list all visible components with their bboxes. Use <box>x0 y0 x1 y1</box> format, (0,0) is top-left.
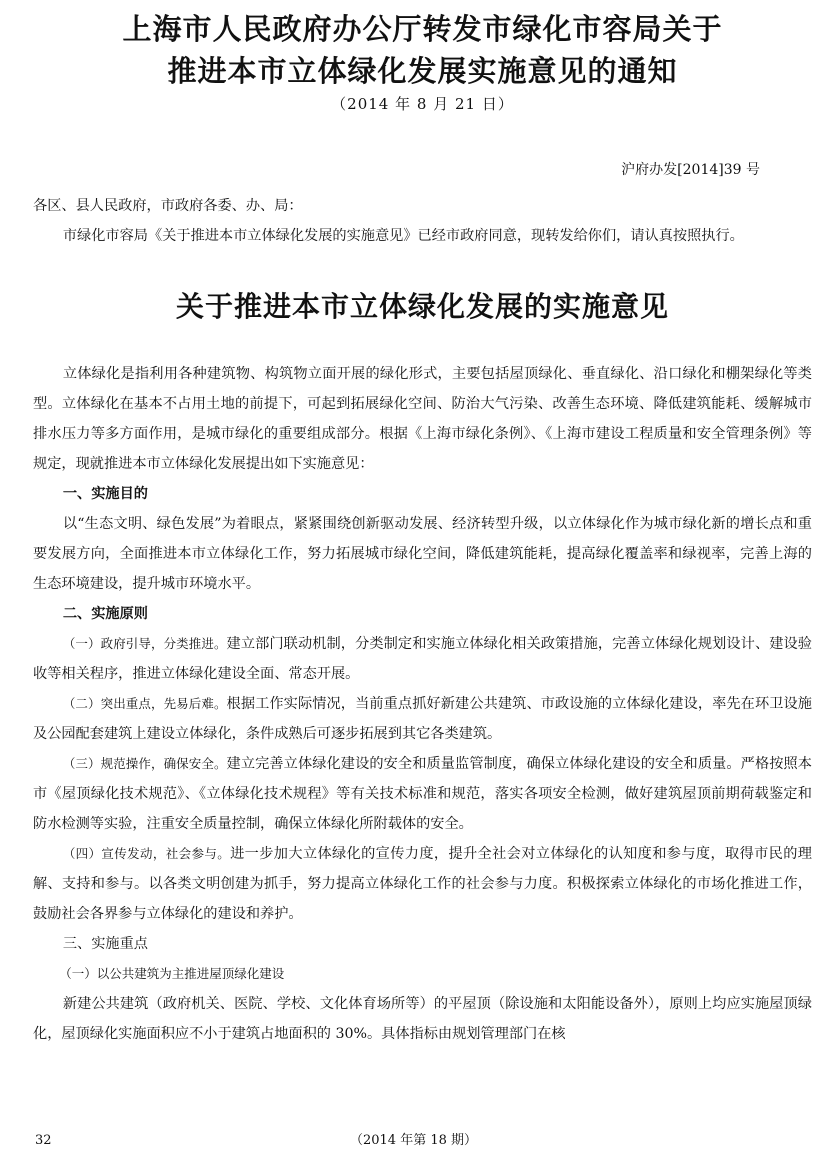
section-1-heading: 一、实施目的 <box>62 486 148 502</box>
document-number: 沪府办发[2014]39 号 <box>621 162 760 178</box>
principle-text: 建立部门联动机制，分类制定和实施立体绿化相关政策措施，完善立体绿化规划设计、建设验收等相关程序，推进立体绿化建设全面、常态开展。 <box>33 636 812 682</box>
page-number: 32 <box>35 1133 52 1148</box>
principle-lead: （一）政府引导，分类推进。 <box>62 636 227 651</box>
principle-lead: （二）突出重点，先易后难。 <box>62 696 227 711</box>
principle-lead: （三）规范操作，确保安全。 <box>62 756 227 771</box>
principle-paragraph <box>33 629 812 689</box>
principle-lead: （四）宣传发动，社会参与。 <box>62 846 231 861</box>
principle-paragraph <box>33 839 812 929</box>
notice-title-line-2: 推进本市立体绿化发展实施意见的通知 <box>167 54 678 88</box>
principle-text: 根据工作实际情况，当前重点抓好新建公共建筑、市政设施的立体绿化建设，率先在环卫设施及公园配套建筑上建设立体绿化，条件成熟后可逐步拓展到其它各类建筑。 <box>33 696 812 742</box>
section-3-text: 新建公共建筑（政府机关、医院、学校、文化体育场所等）的平屋顶（除设施和太阳能设备外），原则上均应实施屋顶绿化，屋顶绿化实施面积应不小于建筑占地面积的 30%。具体指标由规划管理部门在核 <box>33 996 812 1042</box>
section-2-heading: 二、实施原则 <box>62 606 148 622</box>
opinion-title: 关于推进本市立体绿化发展的实施意见 <box>175 290 669 323</box>
opinion-intro: 立体绿化是指利用各种建筑物、构筑物立面开展的绿化形式，主要包括屋顶绿化、垂直绿化、沿口绿化和棚架绿化等类型。立体绿化在基本不占用土地的前提下，可起到拓展绿化空间、防治大气污染、改善生态环境、降低建筑能耗、缓解城市排水压力等多方面作用，是城市绿化的重要组成部分。根据《上海市绿化条例》、《上海市建设工程质量和安全管理条例》等规定，现就推进本市立体绿化发展提出如下实施意见： <box>33 366 812 472</box>
notice-title <box>33 0 812 92</box>
section-3-subheading: （一）以公共建筑为主推进屋顶绿化建设 <box>59 966 285 981</box>
principle-paragraph <box>33 749 812 839</box>
principle-text: 进一步加大立体绿化的宣传力度，提升全社会对立体绿化的认知度和参与度，取得市民的理解、支持和参与。以各类文明创建为抓手，努力提高立体绿化工作的社会参与力度。积极探索立体绿化的市场化推进工作，鼓励社会各界参与立体绿化的建设和养护。 <box>33 846 812 922</box>
principle-text: 建立完善立体绿化建设的安全和质量监管制度，确保立体绿化建设的安全和质量。严格按照本市《屋顶绿化技术规范》、《立体绿化技术规程》等有关技术标准和规范，落实各项安全检测，做好建筑屋顶前期荷载鉴定和防水检测等实验，注重安全质量控制，确保立体绿化所附载体的安全。 <box>33 756 812 832</box>
section-1-text: 以“生态文明、绿色发展”为着眼点，紧紧围绕创新驱动发展、经济转型升级，以立体绿化作为城市绿化新的增长点和重要发展方向，全面推进本市立体绿化工作，努力拓展城市绿化空间，降低建筑能耗，提高绿化覆盖率和绿视率，完善上海的生态环境建设，提升城市环境水平。 <box>33 516 812 592</box>
section-3-heading: 三、实施重点 <box>62 936 148 952</box>
principle-paragraph <box>33 689 812 749</box>
issue-label: （2014 年第 18 期） <box>349 1133 478 1148</box>
notice-date: （2014 年 8 月 21 日） <box>331 95 514 113</box>
notice-title-line-1: 上海市人民政府办公厅转发市绿化市容局关于 <box>122 12 723 46</box>
addressee: 各区、县人民政府，市政府各委、办、局： <box>33 198 303 214</box>
notice-body: 市绿化市容局《关于推进本市立体绿化发展的实施意见》已经市政府同意，现转发给你们，请认真按照执行。 <box>62 228 744 244</box>
